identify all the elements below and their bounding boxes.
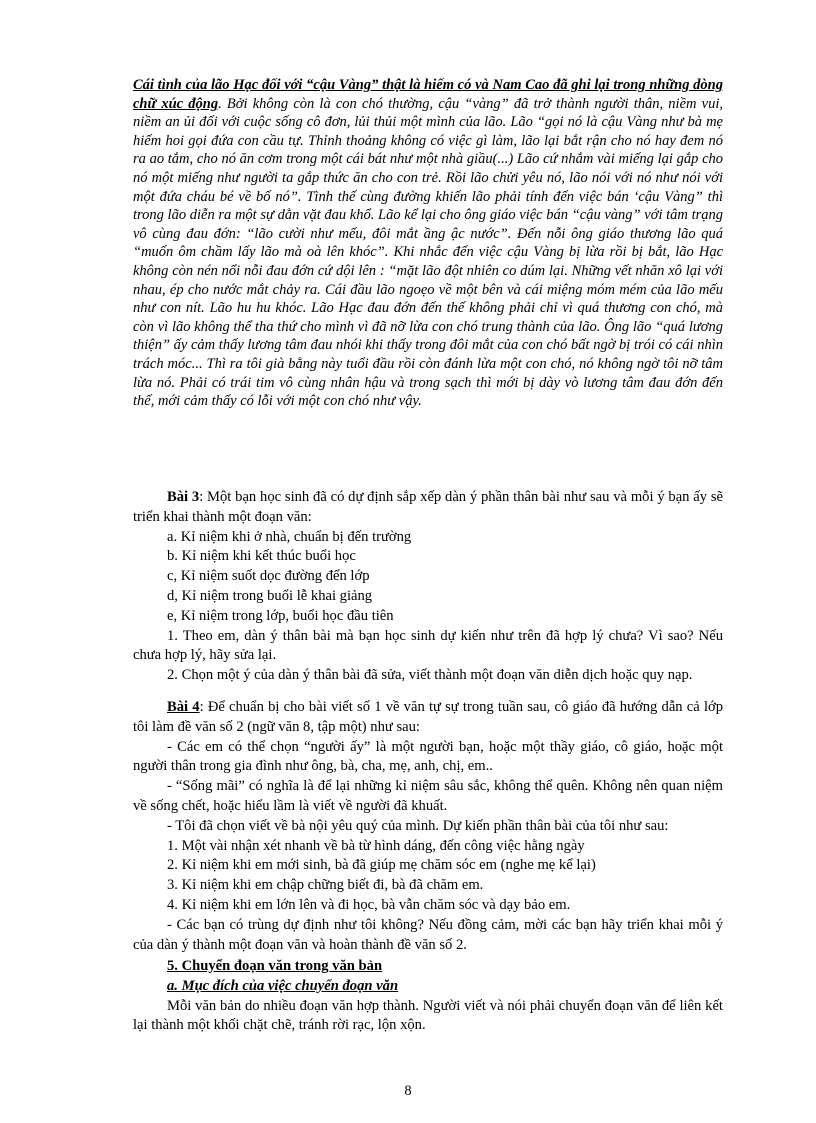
exercise-4 bbox=[133, 698, 723, 955]
exercise-4-closing: - Các bạn có trùng dự định như tôi không? Nếu đồng cảm, mời các bạn hãy triển khai mỗi ý của dàn ý thành một đoạn văn và hoàn thành đề văn số 2. bbox=[133, 916, 723, 953]
exercise-3-label: Bài 3 bbox=[167, 489, 200, 505]
exercise-3-question-1: 1. Theo em, dàn ý thân bài mà bạn học sinh dự kiến như trên đã hợp lý chưa? Vì sao? Nếu chưa hợp lý, hãy sửa lại. bbox=[133, 627, 723, 664]
exercise-3-intro: : Một bạn học sinh đã có dự định sắp xếp dàn ý phần thân bài như sau và mỗi ý bạn ấy sẽ triển khai thành một đoạn văn: bbox=[133, 489, 724, 525]
list-item: e, Kỉ niệm trong lớp, buổi học đầu tiên bbox=[167, 607, 394, 624]
section-5-subtitle: a. Mục đích của việc chuyển đoạn văn bbox=[167, 977, 399, 994]
list-item: d, Kỉ niệm trong buổi lễ khai giảng bbox=[167, 587, 373, 604]
exercise-4-paragraph-2: - “Sống mãi” có nghĩa là để lại những kỉ niệm sâu sắc, không thể quên. Không nên quan niệm về sống chết, hoặc hiểu lầm là viết về người đã khuất. bbox=[133, 778, 723, 814]
section-5 bbox=[133, 957, 723, 1036]
page-number: 8 bbox=[404, 1083, 412, 1099]
exercise-4-paragraph-1: - Các em có thể chọn “người ấy” là một người bạn, hoặc một thầy giáo, cô giáo, hoặc một người thân trong gia đình như ông, bà, cha, mẹ, anh, chị, em.. bbox=[133, 738, 723, 775]
exercise-3 bbox=[133, 488, 723, 686]
exercise-3-prompt bbox=[133, 488, 723, 528]
exercise-4-intro: : Để chuẩn bị cho bài viết số 1 về văn tự sự trong tuần sau, cô giáo đã hướng dẫn cả lớp tôi làm đề văn số 2 (ngữ văn 8, tập một) như sau: bbox=[133, 699, 724, 735]
essay-body: . Bởi không còn là con chó thường, cậu “vàng” đã trở thành người thân, niềm vui, niềm an ủi đối với cuộc sống cô đơn, lủi thủi một mình của lão. Lão “gọi nó là cậu Vàng như bà mẹ hiếm hoi gọi đứa con cầu tự. Thỉnh thoảng không có việc gì làm, lão lại bắt rận cho nó hay đem nó ra ao tắm, cho nó ăn cơm trong một cái bát như một nhà giầu(...) Lão cứ nhắm vài miếng lại gắp cho nó một miếng như người ta gắp thức ăn cho con trẻ. Rồi lão chửi yêu nó, lão nói với nó như nói với một đứa cháu bé về bố nó”. Tình thế cùng đường khiến lão phải tính đến việc bán ‘cậu Vàng” thì trong lão diễn ra một sự dằn vặt đau khổ. Lão kể lại cho ông giáo việc bán “cậu vàng” với tâm trạng vô cùng đau đớn: “lão cười như mếu, đôi mắt ầng ậc nước”. Đến nỗi ông giáo thương lão quá “muốn ôm chầm lấy lão mà oà lên khóc”. Khi nhắc đến việc cậu Vàng bị lừa rồi bị bắt, lão Hạc không còn nén nổi nỗi đau đớn cứ dội lên : “mặt lão đột nhiên co dúm lại. Những vết nhăn xô lại với nhau, ép cho nước mắt chảy ra. Cái đầu lão ngoẹo về một bên và cái miệng móm mém của lão mếu như con nít. Lão hu hu khóc. Lão Hạc đau đớn đến thế không phải chỉ vì quá thương con chó, mà còn vì lão không thể tha thứ cho mình vì đã nỡ lừa con chó trung thành của lão. Ông lão “quá lương thiện” ấy cảm thấy lương tâm đau nhói khi thấy trong đôi mắt của con chó bất ngờ bị trói có cái nhìn trách móc... Thì ra tôi già bằng này tuổi đầu rồi còn đánh lừa một con chó, nó không ngờ tôi nỡ tâm lừa nó. Phải có trái tim vô cùng nhân hậu và trong sạch thì mới bị dày vò lương tâm đau đớn đến thế, mới cảm thấy có lỗi với một con chó như vậy. bbox=[133, 95, 723, 410]
section-5-title: 5. Chuyển đoạn văn trong văn bản bbox=[167, 958, 383, 974]
exercise-4-label: Bài 4 bbox=[167, 699, 200, 715]
list-item: 3. Kỉ niệm khi em chập chững biết đi, bà đã chăm em. bbox=[167, 877, 484, 894]
list-item: b. Kỉ niệm khi kết thúc buổi học bbox=[167, 548, 356, 565]
exercise-3-question-2: 2. Chọn một ý của dàn ý thân bài đã sửa, viết thành một đoạn văn diễn dịch hoặc quy nạp. bbox=[167, 667, 693, 684]
exercise-4-paragraph-3: - Tôi đã chọn viết về bà nội yêu quý của mình. Dự kiến phần thân bài của tôi như sau: bbox=[167, 817, 669, 834]
section-5-body: Mỗi văn bản do nhiều đoạn văn hợp thành. Người viết và nói phải chuyển đoạn văn để liên kết lại thành một khối chặt chẽ, tránh rời rạc, lộn xộn. bbox=[133, 997, 723, 1034]
list-item: 1. Một vài nhận xét nhanh về bà từ hình dáng, đến công việc hằng ngày bbox=[167, 837, 585, 854]
list-item: c, Kỉ niệm suốt dọc đường đến lớp bbox=[167, 568, 370, 585]
list-item: a. Kỉ niệm khi ở nhà, chuẩn bị đến trường bbox=[167, 528, 412, 545]
list-item: 2. Kỉ niệm khi em mới sinh, bà đã giúp mẹ chăm sóc em (nghe mẹ kể lại) bbox=[167, 857, 596, 874]
essay-paragraph bbox=[133, 76, 723, 411]
essay-heading: Cái tình của lão Hạc đối với “cậu Vàng” thật là hiếm có và Nam Cao đã ghi lại trong những dòng chữ xúc động bbox=[133, 77, 723, 112]
exercise-4-prompt bbox=[133, 698, 723, 738]
list-item: 4. Kỉ niệm khi em lớn lên và đi học, bà vẫn chăm sóc và dạy bảo em. bbox=[167, 896, 571, 913]
